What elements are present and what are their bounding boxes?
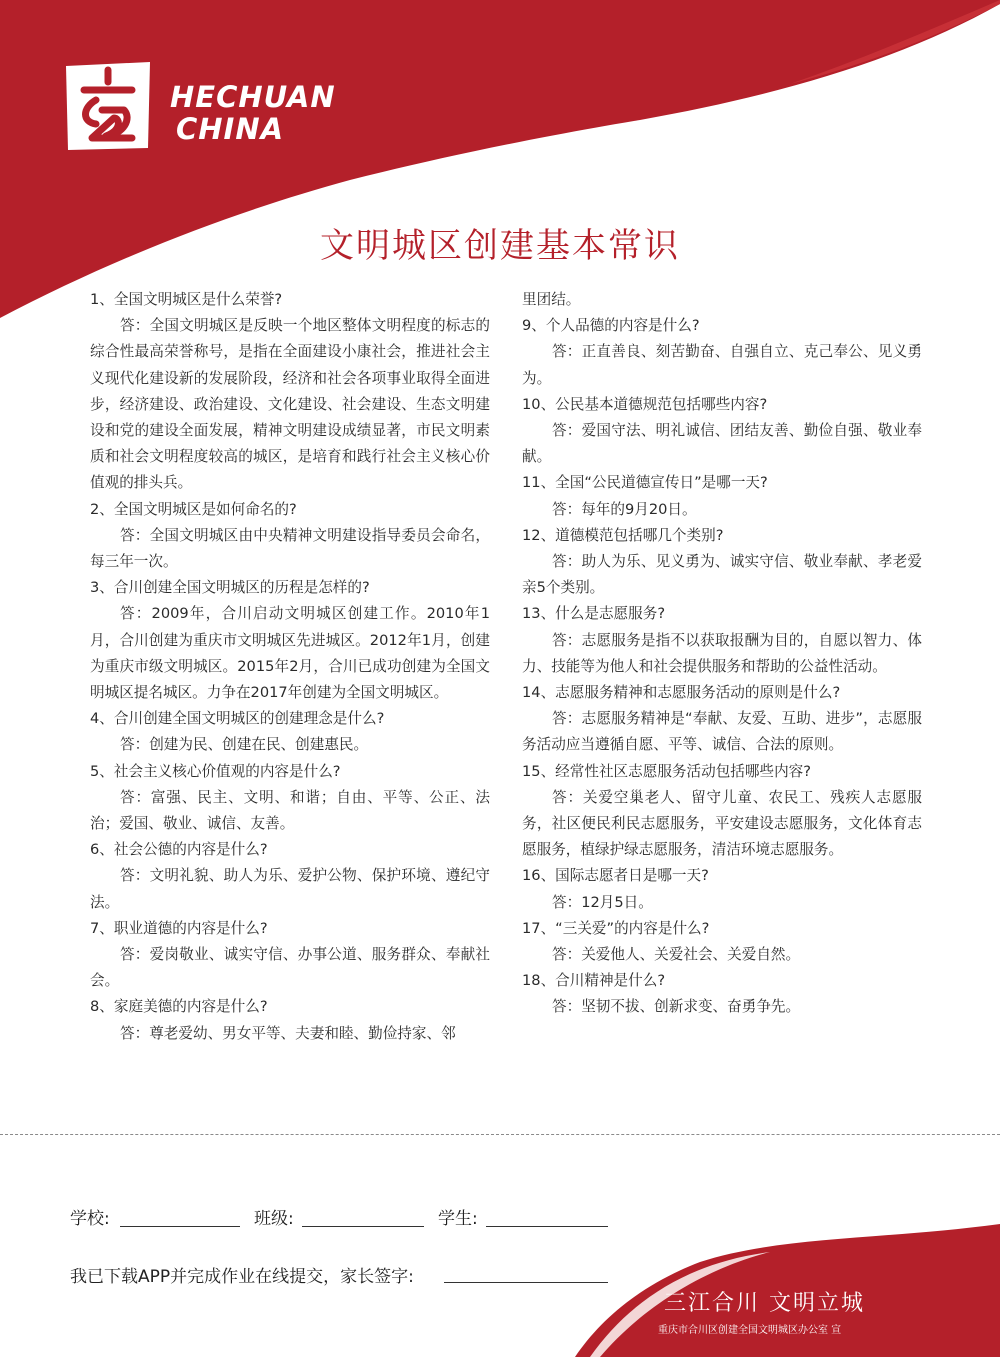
question-17: 17、“三关爱”的内容是什么? [522,919,710,937]
answer-15: 答：关爱空巢老人、留守儿童、农民工、残疾人志愿服务，社区便民利民志愿服务，平安建设志愿服务，文化体育志愿服务，植绿护绿志愿服务，清洁环境志愿服务。 [522,788,922,859]
answer-8-continuation: 里团结。 [522,291,581,308]
answer-18: 答：坚韧不拔、创新求变、奋勇争先。 [552,998,801,1016]
student-label: 学生: [438,1209,478,1229]
cut-line-divider [0,1134,1000,1135]
brand-name-line2: CHINA [176,112,285,146]
question-16: 16、国际志愿者日是哪一天? [522,867,709,885]
answer-16: 答：12月5日。 [552,893,653,911]
question-8: 8、家庭美德的内容是什么? [90,998,268,1016]
answer-17: 答：关爱他人、关爱社会、关爱自然。 [552,946,801,964]
question-10: 10、公民基本道德规范包括哪些内容? [522,395,768,413]
question-18: 18、合川精神是什么? [522,972,666,990]
top-red-banner [0,0,1000,318]
answer-5: 答：富强、民主、文明、和谐；自由、平等、公正、法治；爱国、敬业、诚信、友善。 [90,788,490,833]
answer-3: 答：2009年，合川启动文明城区创建工作。2010年1月，合川创建为重庆市文明城区先进城区。2012年1月，创建为重庆市级文明城区。2015年2月，合川已成功创建为全国文明城区提名城区。力争在2017年创建为全国文明城区。 [90,605,490,702]
parent-signature-label: 我已下载APP并完成作业在线提交，家长签字: [70,1267,414,1287]
question-15: 15、经常性社区志愿服务活动包括哪些内容? [522,762,812,780]
answer-2: 答：全国文明城区由中央精神文明建设指导委员会命名，每三年一次。 [90,526,490,571]
school-field[interactable] [120,1226,240,1227]
school-label: 学校: [70,1209,110,1229]
question-5: 5、社会主义核心价值观的内容是什么? [90,762,341,780]
footer-office: 重庆市合川区创建全国文明城区办公室 宣 [658,1325,842,1336]
question-13: 13、什么是志愿服务? [522,605,666,623]
brand-name-line1: HECHUAN [170,80,336,114]
hechuan-logo-icon [62,60,154,152]
answer-4: 答：创建为民、创建在民、创建惠民。 [120,736,369,754]
question-3: 3、合川创建全国文明城区的历程是怎样的? [90,579,370,597]
answer-7: 答：爱岗敬业、诚实守信、办事公道、服务群众、奉献社会。 [90,946,490,990]
right-column [522,287,922,1021]
question-6: 6、社会公德的内容是什么? [90,841,268,859]
question-11: 11、全国“公民道德宣传日”是哪一天? [522,474,768,492]
footer-slogan: 三江合川 文明立城 [664,1291,865,1316]
answer-12: 答：助人为乐、见义勇为、诚实守信、敬业奉献、孝老爱亲5个类别。 [522,553,922,597]
answer-14: 答：志愿服务精神是“奉献、友爱、互助、进步”，志愿服务活动应当遵循自愿、平等、诚信、合法的原则。 [522,710,922,754]
answer-8: 答：尊老爱幼、男女平等、夫妻和睦、勤俭持家、邻 [120,1024,456,1042]
answer-11: 答：每年的9月20日。 [552,500,697,518]
answer-13: 答：志愿服务是指不以获取报酬为目的，自愿以智力、体力、技能等为他人和社会提供服务和帮助的公益性活动。 [522,631,922,675]
class-field[interactable] [302,1226,424,1227]
student-field[interactable] [486,1226,608,1227]
class-label: 班级: [254,1209,294,1229]
question-2: 2、全国文明城区是如何命名的? [90,500,297,518]
question-1: 1、全国文明城区是什么荣誉? [90,291,283,308]
left-column [90,287,490,1047]
answer-10: 答：爱国守法、明礼诚信、团结友善、勤俭自强、敬业奉献。 [522,422,922,466]
answer-1: 答：全国文明城区是反映一个地区整体文明程度的标志的综合性最高荣誉称号，是指在全面建设小康社会，推进社会主义现代化建设新的发展阶段，经济和社会各项事业取得全面进步，经济建设、政治建设、文化建设、社会建设、生态文明建设和党的建设全面发展，精神文明建设成绩显著，市民文明素质和社会文明程度较高的城区，是培育和践行社会主义核心价值观的排头兵。 [90,317,490,492]
parent-signature-field[interactable] [444,1282,608,1283]
question-9: 9、个人品德的内容是什么? [522,317,700,335]
answer-6: 答：文明礼貌、助人为乐、爱护公物、保护环境、遵纪守法。 [90,867,490,911]
question-7: 7、职业道德的内容是什么? [90,919,268,937]
question-14: 14、志愿服务精神和志愿服务活动的原则是什么? [522,684,841,702]
question-4: 4、合川创建全国文明城区的创建理念是什么? [90,710,385,728]
page-title: 文明城区创建基本常识 [320,226,680,266]
answer-9: 答：正直善良、刻苦勤奋、自强自立、克己奉公、见义勇为。 [522,343,922,387]
question-12: 12、道德模范包括哪几个类别? [522,526,724,544]
